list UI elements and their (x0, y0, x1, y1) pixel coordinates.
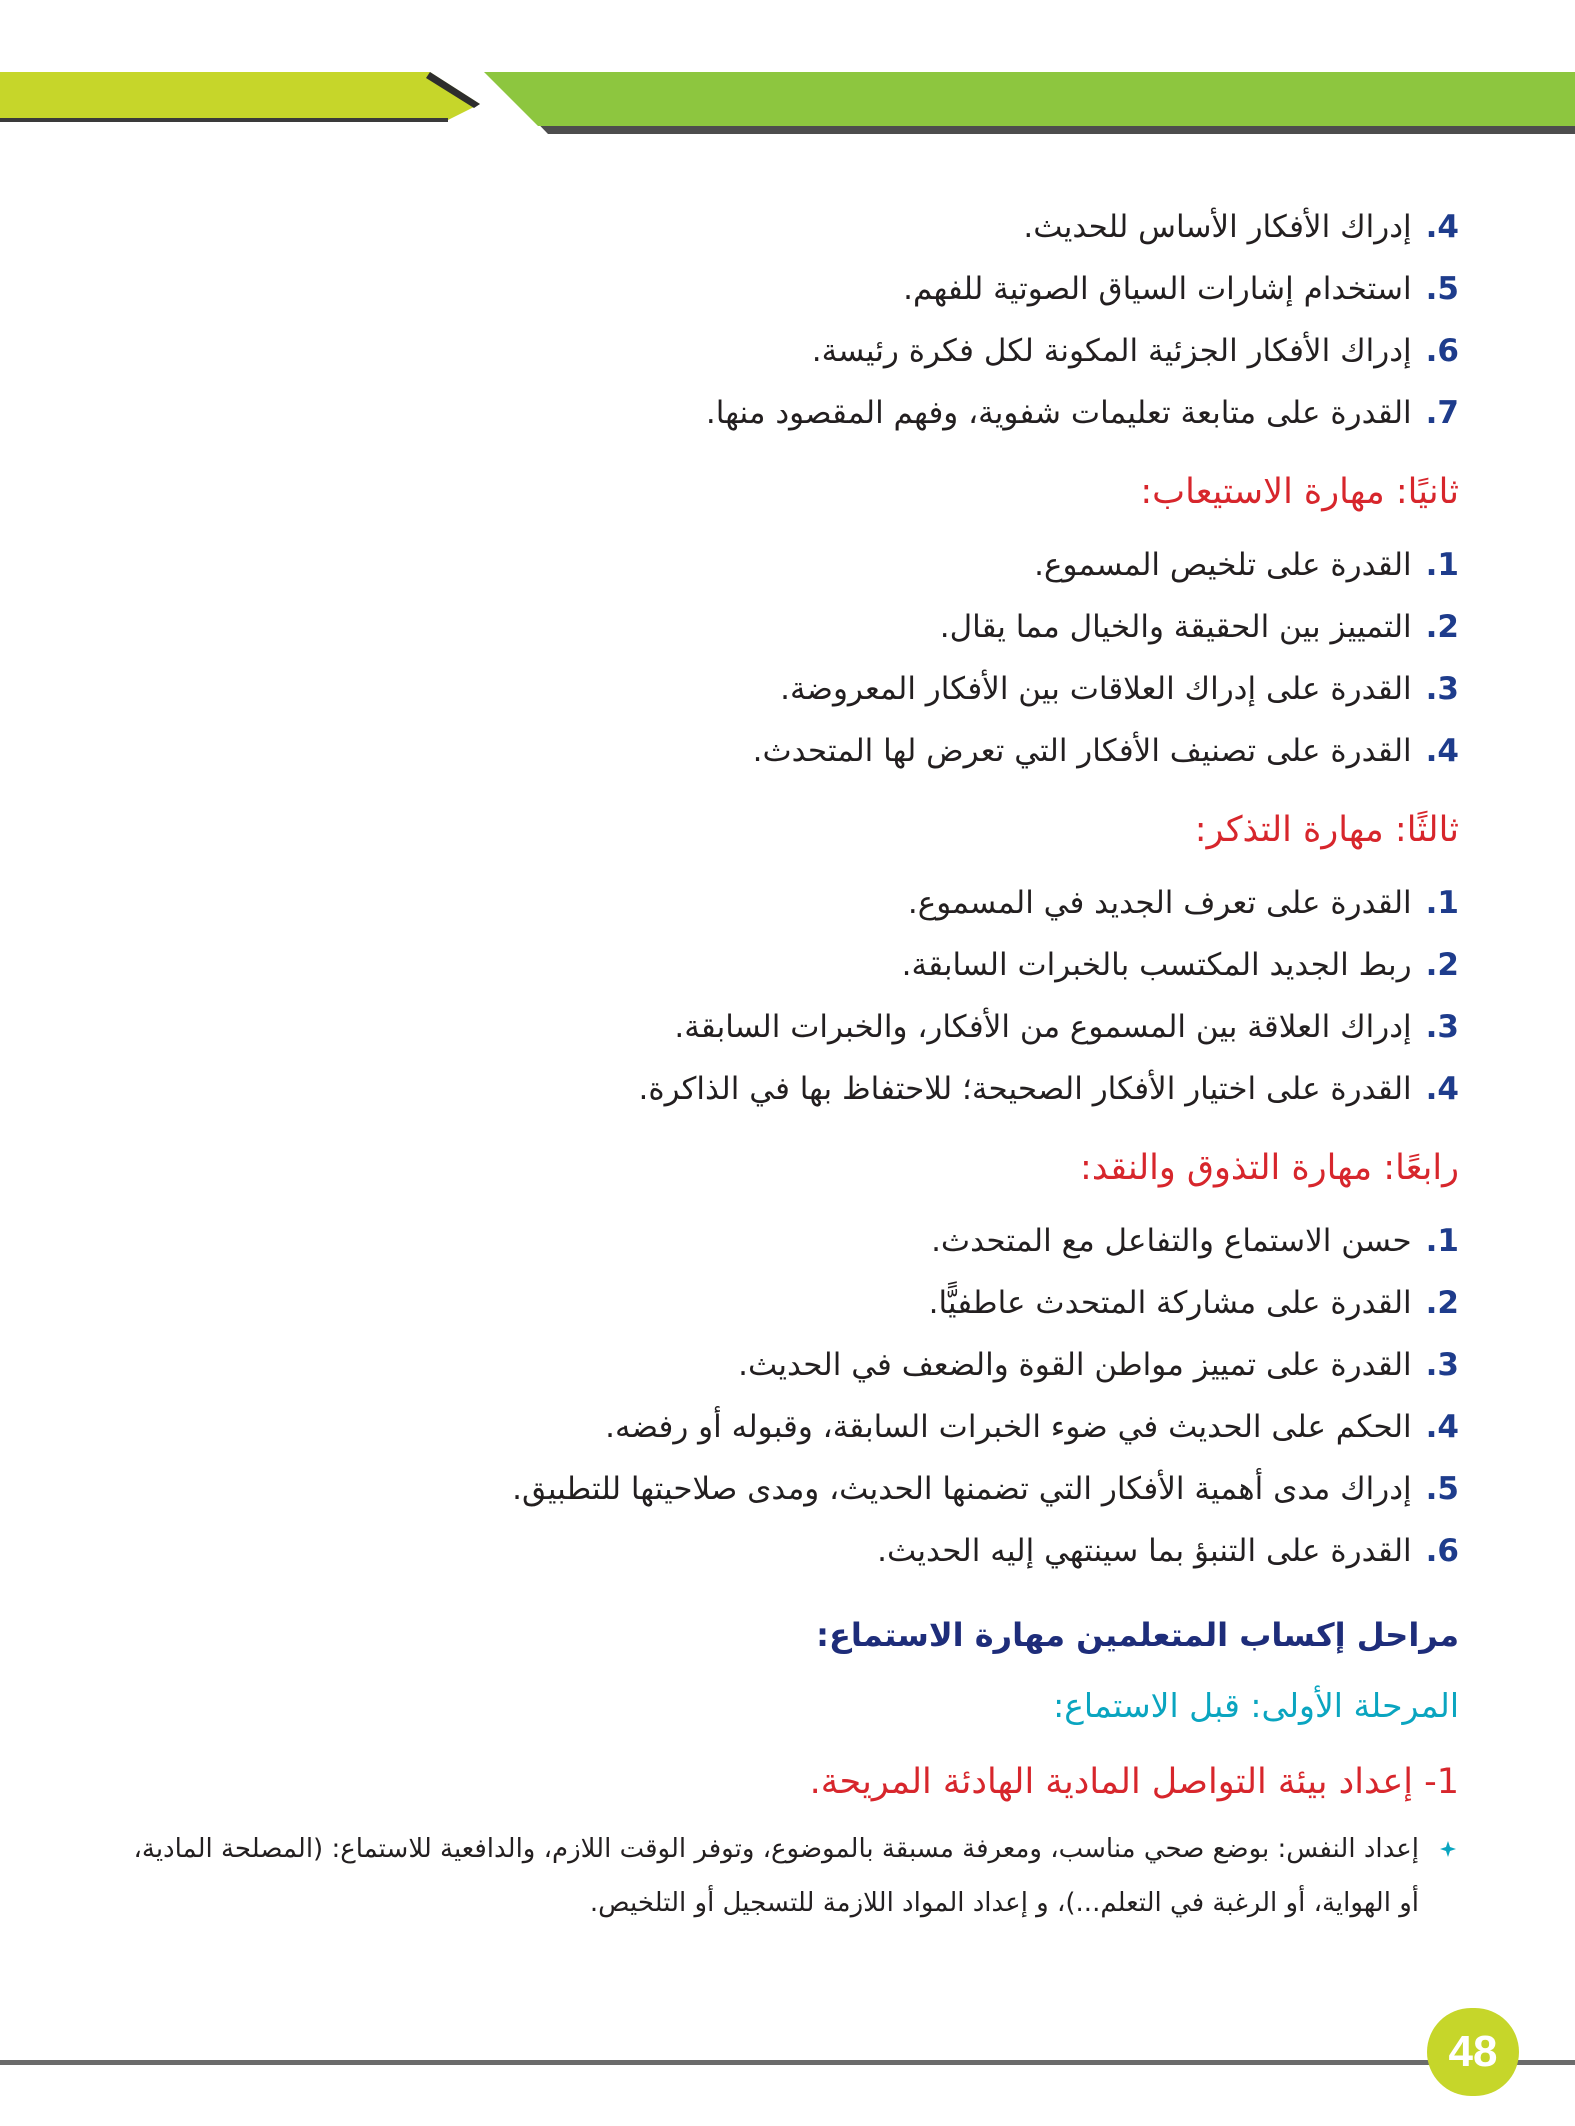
bullet-line-2: أو الهواية، أو الرغبة في التعلم...)، و إعداد المواد اللازمة للتسجيل أو التلخيص. (589, 1888, 1419, 1918)
item-number: 4. (1425, 1409, 1459, 1445)
item-number: 7. (1425, 395, 1459, 431)
item-number: 6. (1425, 333, 1459, 369)
item-number: 3. (1425, 1009, 1459, 1045)
appreciation-heading: رابعًا: مهارة التذوق والنقد: (1080, 1148, 1459, 1188)
list-item (79, 1334, 1459, 1396)
list-item (79, 720, 1459, 782)
item-number: 2. (1425, 1285, 1459, 1321)
list-item (79, 1396, 1459, 1458)
item-number: 6. (1425, 1533, 1459, 1569)
item-text: الحكم على الحديث في ضوء الخبرات السابقة، وقبوله أو رفضه. (605, 1409, 1412, 1445)
item-text: إدراك الأفكار الأساس للحديث. (1023, 209, 1412, 245)
item-text: إدراك مدى أهمية الأفكار التي تضمنها الحديث، ومدى صلاحيتها للتطبيق. (512, 1471, 1412, 1507)
item-text: القدرة على تمييز مواطن القوة والضعف في الحديث. (738, 1347, 1412, 1383)
item-number: 4. (1425, 209, 1459, 245)
item-text: التمييز بين الحقيقة والخيال مما يقال. (939, 609, 1412, 645)
item-text: القدرة على إدراك العلاقات بين الأفكار المعروضة. (780, 671, 1412, 707)
item-number: 2. (1425, 609, 1459, 645)
appreciation-list (79, 1210, 1459, 1582)
comprehension-heading: ثانيًا: مهارة الاستيعاب: (1140, 472, 1459, 512)
list-item (79, 1272, 1459, 1334)
item-text: القدرة على مشاركة المتحدث عاطفيًّا. (928, 1285, 1412, 1321)
item-text: إدراك الأفكار الجزئية المكونة لكل فكرة رئيسة. (811, 333, 1412, 369)
item-number: 3. (1425, 671, 1459, 707)
list-item (79, 934, 1459, 996)
stages-heading: مراحل إكساب المتعلمين مهارة الاستماع: (816, 1616, 1459, 1654)
top-banner (0, 0, 1575, 140)
lime-bar (0, 72, 480, 120)
item-number: 3. (1425, 1347, 1459, 1383)
item-number: 2. (1425, 947, 1459, 983)
green-bar (484, 72, 1575, 126)
step1-heading: 1- إعداد بيئة التواصل المادية الهادئة المريحة. (809, 1762, 1459, 1802)
list-item (79, 658, 1459, 720)
item-number: 1. (1425, 547, 1459, 583)
item-number: 4. (1425, 1071, 1459, 1107)
item-text: القدرة على تعرف الجديد في المسموع. (907, 885, 1412, 921)
item-text: القدرة على تصنيف الأفكار التي تعرض لها المتحدث. (752, 733, 1412, 769)
footer-rule (0, 2060, 1575, 2065)
list-item (79, 196, 1459, 258)
listening-list-continued (79, 196, 1459, 444)
bullet-paragraph (79, 1822, 1459, 1930)
item-text: ربط الجديد المكتسب بالخبرات السابقة. (901, 947, 1412, 983)
list-item (79, 596, 1459, 658)
item-number: 1. (1425, 1223, 1459, 1259)
item-text: القدرة على تلخيص المسموع. (1034, 547, 1412, 583)
item-text: القدرة على متابعة تعليمات شفوية، وفهم المقصود منها. (705, 395, 1412, 431)
list-item (79, 1458, 1459, 1520)
list-item (79, 996, 1459, 1058)
item-number: 4. (1425, 733, 1459, 769)
item-number: 5. (1425, 271, 1459, 307)
bullet-line-1: إعداد النفس: بوضع صحي مناسب، ومعرفة مسبقة بالموضوع، وتوفر الوقت اللازم، والدافعية للاستماع: (المصلحة المادية، (133, 1834, 1419, 1864)
item-text: إدراك العلاقة بين المسموع من الأفكار، والخبرات السابقة. (674, 1009, 1412, 1045)
list-item (79, 320, 1459, 382)
item-text: استخدام إشارات السياق الصوتية للفهم. (903, 271, 1412, 307)
list-item (79, 872, 1459, 934)
teal-star-bullet-icon (1439, 1840, 1457, 1858)
item-text: القدرة على التنبؤ بما سينتهي إليه الحديث. (877, 1533, 1412, 1569)
item-number: 5. (1425, 1471, 1459, 1507)
page-number: 48 (1448, 2027, 1498, 2076)
comprehension-list (79, 534, 1459, 782)
stage1-heading: المرحلة الأولى: قبل الاستماع: (1053, 1686, 1459, 1725)
list-item (79, 382, 1459, 444)
page-number-badge (1427, 2008, 1519, 2096)
item-number: 1. (1425, 885, 1459, 921)
remembering-heading: ثالثًا: مهارة التذكر: (1194, 810, 1459, 850)
list-item (79, 1058, 1459, 1120)
list-item (79, 1210, 1459, 1272)
list-item (79, 534, 1459, 596)
list-item (79, 1520, 1459, 1582)
list-item (79, 258, 1459, 320)
remembering-list (79, 872, 1459, 1120)
page-content (79, 196, 1459, 1930)
item-text: القدرة على اختيار الأفكار الصحيحة؛ للاحتفاظ بها في الذاكرة. (638, 1071, 1412, 1107)
lime-bar-edge (0, 118, 448, 122)
item-text: حسن الاستماع والتفاعل مع المتحدث. (931, 1223, 1412, 1259)
